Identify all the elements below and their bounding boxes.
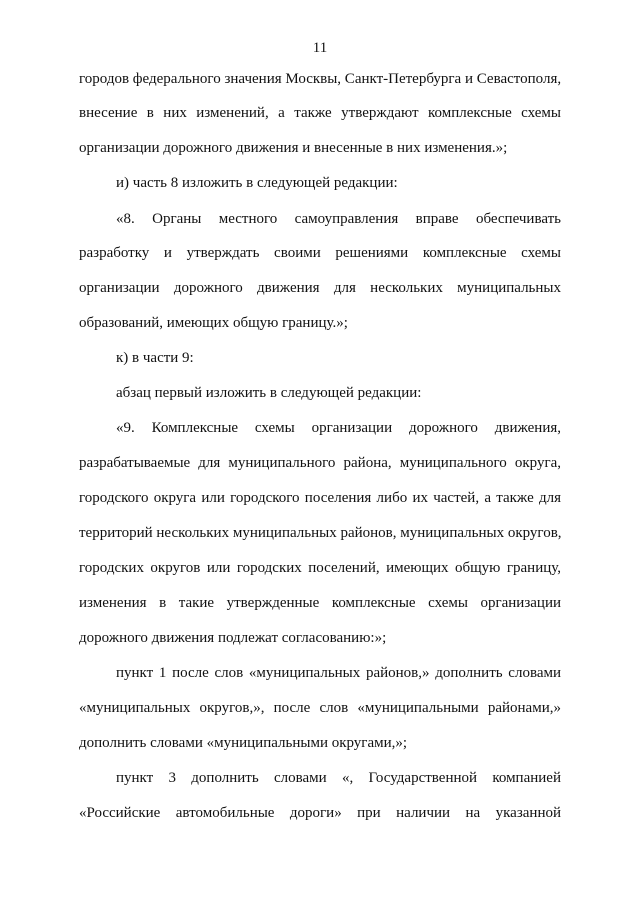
text-line: разработку и утверждать своими решениями комплексные схемы: [79, 245, 561, 261]
text-line: дорожного движения подлежат согласованию:»;: [79, 630, 387, 646]
text-line: пункт 3 дополнить словами «, Государственной компанией: [116, 770, 561, 786]
text-line: городов федерального значения Москвы, Санкт-Петербурга и Севастополя,: [79, 71, 562, 87]
text-line: образований, имеющих общую границу.»;: [79, 315, 348, 331]
text-line: городского округа или городского поселения либо их частей, а также для: [79, 490, 561, 506]
text-line: организации дорожного движения и внесенные в них изменения.»;: [79, 140, 508, 156]
text-line: к) в части 9:: [116, 350, 194, 366]
text-line: городских округов или городских поселений, имеющих общую границу,: [79, 560, 561, 576]
text-line: абзац первый изложить в следующей редакции:: [116, 385, 422, 401]
text-line: «Российские автомобильные дороги» при наличии на указанной: [79, 805, 561, 821]
page-number: 11: [312, 40, 328, 56]
text-line: пункт 1 после слов «муниципальных районов,» дополнить словами: [116, 665, 561, 681]
text-line: изменения в такие утвержденные комплексные схемы организации: [79, 595, 561, 611]
text-line: организации дорожного движения для нескольких муниципальных: [79, 280, 561, 296]
text-line: «8. Органы местного самоуправления вправе обеспечивать: [116, 211, 561, 227]
text-line: «муниципальных округов,», после слов «муниципальными районами,»: [79, 700, 561, 716]
text-line: и) часть 8 изложить в следующей редакции:: [116, 175, 398, 191]
text-line: «9. Комплексные схемы организации дорожного движения,: [116, 420, 561, 436]
text-line: территорий нескольких муниципальных районов, муниципальных округов,: [79, 525, 562, 541]
text-line: разрабатываемые для муниципального района, муниципального округа,: [79, 455, 561, 471]
text-line: внесение в них изменений, а также утверждают комплексные схемы: [79, 105, 561, 121]
text-line: дополнить словами «муниципальными округами,»;: [79, 735, 408, 751]
